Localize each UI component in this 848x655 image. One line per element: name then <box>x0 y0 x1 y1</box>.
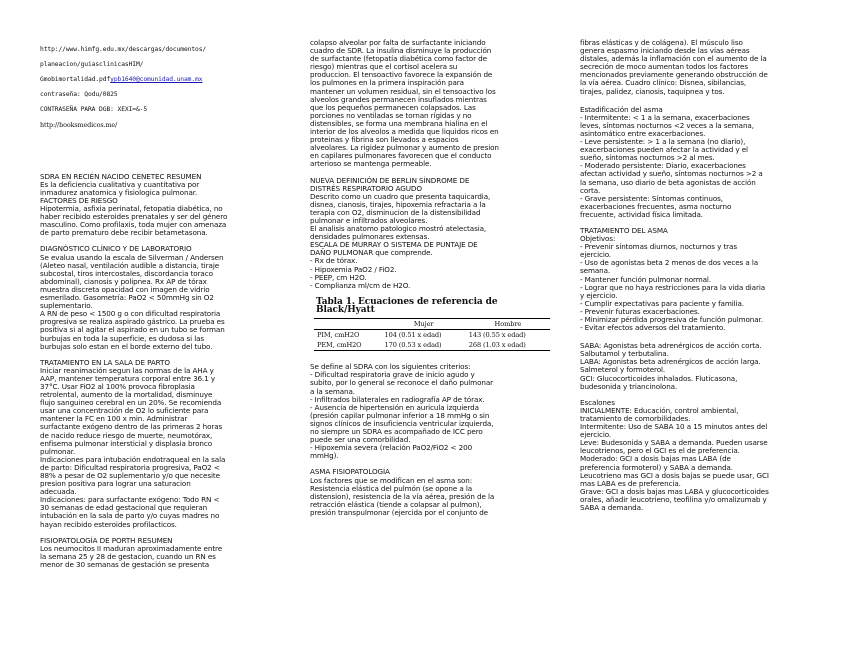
reference-table-block <box>310 298 556 351</box>
table-cell: 143 (0.55 x edad) <box>468 331 526 340</box>
header-links <box>40 38 288 137</box>
tratamiento-asma-section: TRATAMIENTO DEL ASMA Objetivos: - Prevenir síntomas diurnos, nocturnos y tras ejercicio. - Uso de agonistas beta 2 menos de dos veces a la semana. - Mantener función pulmonar normal. - Lograr que no haya restricciones para la vida diaria y ejercicio. - Cumplir expectativas para paciente y familia. - Prevenir futuras exacerbaciones. - Minimizar pérdida progresiva de función pulmonar. - Evitar efectos adversos del tratamiento. <box>580 225 766 333</box>
password-line: contraseña: Qodu/0825 <box>40 91 118 99</box>
berlin-definition-section: NUEVA DEFINICIÓN DE BERLIN SÍNDROME DE DISTRÉS RESPIRATORIO AGUDO Descrito como un cuadro que presenta taquicardia, disnea, cianosis, tirajes, hipoxemia refractaria a la terapia con O2, disminucion de la distensibilidad pulmonar e infiltrados alveolares. El analisis anatomo patologico mostró atelectasia, densidades pulmonares extensas. ESCALA DE MURRAY O SISTEMA DE PUNTAJE DE DAÑO PULMONAR que comprende. - Rx de tórax. - Hipoxemia PaO2 / FiO2. - PEEP, cm H2O. - Complianza ml/cm de H2O. <box>310 175 491 290</box>
sdra-rn-section: SDRA EN RECIÉN NACIDO CENETEC RESUMEN Es la deficiencia cualitativa y cuantitativa por inmadurez anatomica y fisiologica pulmonar. FACTORES DE RIESGO Hipotermia, asfixia perinatal, fetopatia diabética, no haber recibido esteroides prenatales y ser del género masculino. Como profilaxis, toda mujer con amenaza de parto prematuro debe recibir betametasona. <box>40 171 228 238</box>
asma-continued: fibras elásticas y de colágena). El músculo liso genera espasmo iniciando desde las vías aéreas distales, además la inflamación con el aumento de la secreción de moco aumentan todos los factores mencionados previamente generando obstrucción de la vía aérea. Cuadro clínico: Disnea, sibilancias, tirajes, palidez, cianosis, taquipnea y tos. <box>580 38 768 96</box>
url-line <box>40 76 288 84</box>
sdra-criteria-section: Se define al SDRA con los siguientes criterios: - Dificultad respiratoria grave de inicio agudo y subito, por lo general se reconoce el daño pulmonar a la semana. - Infiltrados bilaterales en radiografía AP de tórax. - Ausencia de hipertensión en auricula izquierda (presión capilar pulmonar inferior a 18 mmHg o sin signos clínicos de insuficiencia ventricular izquierda, no siempre un SDRA es acompañado de ICC pero puede ser una comorbilidad. - Hipoxemia severa (relación PaO2/FiO2 < 200 mmHg). <box>310 362 494 461</box>
reference-table <box>314 318 550 351</box>
diagnostico-section: DIAGNÓSTICO CLÍNICO Y DE LABORATORIO Se evalua usando la escala de Silverman / Andersen (Aleteo nasal, ventilación audible a distancia, tiraje subcostal, tiros intercostales, discordancia toraco abdominal), cianosis y polipnea. Rx AP de tórax muestra discreta opacidad con imagen de vidrio esmerilado. Gasometría: PaO2 < 50mmHg sin O2 suplementario. A RN de peso < 1500 g o con dificultad respiratoria progresiva se realiza aspirado gástrico. La prueba es positiva si al agitar el aspirado en un tubo se forman burbujas en toda la superficie, es dudosa si las burbujas solo estan en el borde externo del tubo. <box>40 244 225 351</box>
table-row <box>314 330 550 341</box>
fisiopatologia-porth-section: FISIOPATOLOGÍA DE PORTH RESUMEN Los neumocitos II maduran aproximadamente entre la semana 25 y 28 de gestacion, cuando un RN es menor de 30 semanas de gestación se presenta <box>40 535 223 569</box>
url-line: http://www.himfg.edu.mx/descargas/documentos/ <box>40 45 207 53</box>
table-header <box>314 319 382 330</box>
pdf-name: Gmobimortalidad.pdf <box>40 75 111 83</box>
escalones-section: Escalones INICIALMENTE: Educación, control ambiental, tratamiento de comorbilidades. Intermitente: Uso de SABA 10 a 15 minutos antes del ejercicio. Leve: Budesonida y SABA a demanda. Pueden usarse leucotrienos, pero el GCI es el de preferencia. Moderado: GCI a dosis bajas mas LABA (de preferencia formoterol) y SABA a demanda. Leucotrieno mas GCI a dosis bajas se puede usar, GCI mas LABA es de preferencia. Grave: GCI a dosis bajas mas LABA y glucocorticoides orales, añadir leucotrieno, teofilina y/o omalizumab y SABA a demanda. <box>580 397 769 512</box>
table-row <box>314 340 550 351</box>
url-line: planeacion/guiasclinicasHIM/ <box>40 60 144 68</box>
fisiopatologia-continued: colapso alveolar por falta de surfactante iniciando cuadro de SDR. La insulina disminuye la producción de surfactante (fetopatía diabética como factor de riesgo) mientras que el cortisol acelera su produccion. El tensoactivo favorece la expansión de los pulmones en la primera inspiración para mantener un volumen residual, sin el tensoactivo los alveolos grandes permanecen insuflados mientras que los pequeños permanecen colapsados. Las porciones no ventiladas se tornan rígidas y no distensibles, se forma una membrana hialina en el interior de los alveolos a medida que liquidos ricos en proteinas y fibrina son llevados a espacios alveolares. La rigidez pulmonar y aumento de presion en capilares pulmonares favorecen que el conducto arterioso se mantenga permeable. <box>310 38 499 169</box>
table-caption: Tabla 1. Ecuaciones de referencia de Black/Hyatt <box>316 296 498 315</box>
table-cell: 170 (0.53 x edad) <box>382 340 466 351</box>
table-header: Mujer <box>382 319 466 330</box>
column-right <box>580 0 826 512</box>
table-header: Hombre <box>466 319 550 330</box>
asma-fisiopatologia-section: ASMA FISIOPATOLOGÍA Los factores que se modifican en el asma son: Resistencia elástica del pulmón (se opone a la distension), resistencia de la vía aérea, presión de la retracción elástica (tiende a colapsar al pulmon), presión transpulmonar (ejercida por el conjunto de <box>310 467 495 517</box>
column-middle <box>310 0 556 517</box>
farmacos-section: SABA: Agonistas beta adrenérgicos de acción corta. Salbutamol y terbutalina. LABA: Agonistas beta adrenérgicos de acción larga. Salmeterol y formoterol. GCI: Glucocorticoides inhalados. Fluticasona, budesonida y triancinolona. <box>580 341 762 391</box>
estadificacion-asma-section: Estadificación del asma - Intermitente: < 1 a la semana, exacerbaciones leves, síntomas nocturnos <2 veces a la semana, asintomático entre exacerbaciones. - Leve persistente: > 1 a la semana (no diario), exacerbaciones pueden afectar la actividad y el sueño, síntomas nocturnos >2 al mes. - Moderado persistente: Diario, exacerbaciones afectan actividad y sueño, síntomas nocturnos >2 a la semana, uso diario de beta agonistas de acción corta. - Grave persistente: Síntomas continuos, exacerbaciones frecuentes, asma nocturno frecuente, actividad física limitada. <box>580 104 763 219</box>
tratamiento-sala-parto-section: TRATAMIENTO EN LA SALA DE PARTO Iniciar reanimación segun las normas de la AHA y AAP, mantener temperatura corporal entre 36.1 y 37°C. Usar FiO2 al 100% provoca fibroplasia retrolental, aumento de la mortalidad, disminuye flujo sanguineo cerebral en un 20%. Se recomienda usar una concentración de O2 lo suficiente para mantener la FC en 100 x min. Administrar surfactante exógeno dentro de las primeras 2 horas de nacido reduce riesgo de muerte, neumotórax, enfisema pulmonar intersticial y displasia bronco pulmonar. Indicaciones para intubación endotraqueal en la sala de parto: Dificultad respiratoria progresiva, PaO2 < 88% a pesar de O2 suplementario y/o que necesite presion positiva para lograr una saturacion adecuada. Indicaciones: para surfactante exógeno: Todo RN < 30 semanas de edad gestacional que requieran intubación en la sala de parto y/o cuyas madres no hayan recibido esteroides profilacticos. <box>40 357 226 529</box>
table-cell: 104 (0.51 x edad) <box>384 331 442 340</box>
table-cell: 268 (1.03 x edad) <box>466 340 550 351</box>
password-line: CONTRASEÑA PARA DGB: XEXI=&-5 <box>40 106 148 114</box>
books-url: http://booksmedicos.me/ <box>40 120 118 129</box>
table-cell: PIM, cmH2O <box>317 331 360 340</box>
email-link[interactable]: ypb1640@comunidad.unam.mx <box>110 75 203 83</box>
table-cell: PEM, cmH2O <box>314 340 382 351</box>
column-left <box>40 0 288 569</box>
